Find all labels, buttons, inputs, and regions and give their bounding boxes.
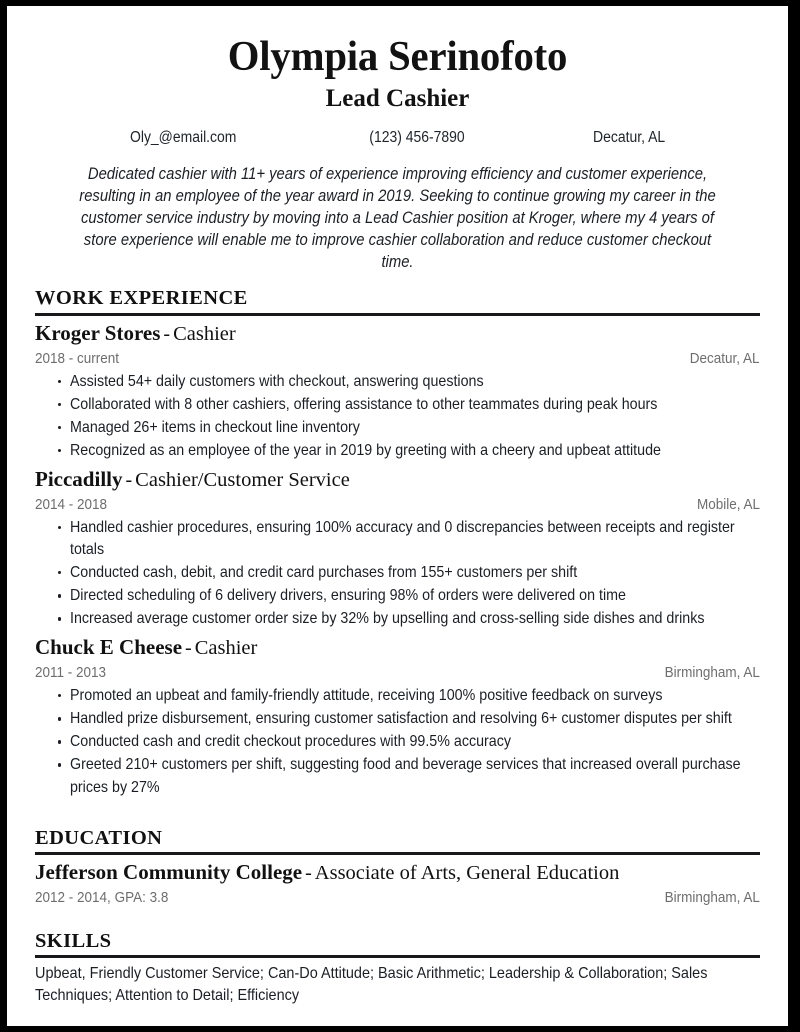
experience-bullet [35, 608, 760, 630]
experience-location: Birmingham, AL [664, 663, 760, 681]
education-location: Birmingham, AL [664, 888, 760, 906]
experience-entry-meta [35, 664, 760, 681]
contact-phone[interactable]: (123) 456-7890 [368, 129, 465, 147]
education-degree: Associate of Arts, General Education [314, 862, 620, 885]
experience-role: Cashier [194, 637, 258, 660]
experience-entry-heading [35, 467, 760, 493]
education-dates-gpa: 2012 - 2014, GPA: 3.8 [35, 888, 169, 906]
experience-entry-heading [35, 321, 760, 347]
bullet-dot-icon [58, 717, 61, 720]
bullet-text: Assisted 54+ daily customers with checkout, answering questions [70, 372, 484, 390]
bullet-dot-icon [58, 617, 61, 620]
bullet-dot-icon [58, 426, 61, 429]
heading-separator: - [305, 862, 312, 885]
section-title-skills: SKILLS [35, 929, 112, 952]
bullet-text: Recognized as an employee of the year in 2019 by greeting with a cheery and upbeat attitude [70, 442, 661, 460]
experience-bullet [35, 371, 760, 393]
contact-email[interactable]: Oly_@email.com [130, 129, 237, 147]
experience-entry [35, 467, 760, 630]
heading-separator: - [125, 469, 133, 492]
education-institution: Jefferson Community College [35, 860, 303, 885]
education-entry [35, 860, 760, 906]
education-entry-heading [35, 860, 760, 886]
bullet-dot-icon [58, 740, 61, 743]
candidate-name: Olympia Serinofoto [227, 34, 568, 80]
section-divider [35, 313, 760, 316]
experience-role: Cashier/Customer Service [135, 469, 350, 492]
experience-bullet [35, 440, 760, 462]
experience-bullet [35, 731, 760, 753]
bullet-text: Managed 26+ items in checkout line inventory [70, 418, 360, 436]
experience-location: Mobile, AL [696, 495, 760, 513]
heading-separator: - [185, 637, 192, 660]
bullet-dot-icon [58, 571, 61, 574]
experience-entry [35, 321, 760, 462]
experience-bullet [35, 517, 760, 561]
section-title-education: EDUCATION [35, 826, 163, 849]
bullet-dot-icon [58, 449, 61, 452]
bullet-text: Handled cashier procedures, ensuring 100% accuracy and 0 discrepancies between receipts and register totals [70, 518, 735, 558]
bullet-text: Conducted cash, debit, and credit card purchases from 155+ customers per shift [70, 564, 578, 581]
professional-summary: Dedicated cashier with 11+ years of experience improving efficiency and customer experience, resulting in an employee of the year award in 2019. Seeking to continue growing my career in the customer service industry by moving into a Lead Cashier position at Kroger, where my 4 years of store experience will enable me to improve cashier collaboration and reduce customer checkout time. [79, 165, 716, 272]
bullet-text: Directed scheduling of 6 delivery drivers, ensuring 98% of orders were delivered on time [70, 587, 626, 605]
resume-page [7, 6, 788, 1026]
contact-location: Decatur, AL [592, 129, 665, 147]
bullet-dot-icon [58, 594, 61, 597]
section-skills [35, 930, 760, 1008]
bullet-dot-icon [58, 403, 61, 406]
experience-bullet [35, 685, 760, 707]
experience-entry-meta [35, 496, 760, 513]
bullet-text: Increased average customer order size by 32% by upselling and cross-selling side dishes and drinks [70, 610, 705, 628]
experience-bullet [35, 562, 760, 584]
section-education [35, 827, 760, 906]
section-divider [35, 852, 760, 855]
bullet-text: Greeted 210+ customers per shift, suggesting food and beverage services that increased overall purchase prices by 27% [70, 756, 741, 796]
experience-bullet [35, 754, 760, 798]
experience-bullet-list [35, 371, 760, 463]
experience-entry-meta [35, 350, 760, 367]
experience-bullet-list [35, 685, 760, 799]
experience-bullet [35, 394, 760, 416]
section-title-work-experience: WORK EXPERIENCE [35, 287, 248, 310]
experience-entry [35, 635, 760, 798]
bullet-text: Collaborated with 8 other cashiers, offering assistance to other teammates during peak hours [70, 395, 658, 413]
experience-organization: Piccadilly [35, 467, 123, 492]
experience-dates: 2018 - current [35, 349, 120, 367]
bullet-text: Conducted cash and credit checkout procedures with 99.5% accuracy [70, 733, 511, 751]
heading-separator: - [163, 323, 171, 346]
experience-organization: Chuck E Cheese [35, 635, 183, 660]
resume-header [35, 36, 760, 147]
resume-content [7, 36, 788, 1008]
experience-organization: Kroger Stores [35, 321, 161, 346]
experience-location: Decatur, AL [690, 349, 760, 367]
contact-row [35, 129, 760, 147]
bullet-dot-icon [58, 526, 61, 529]
experience-bullet [35, 585, 760, 607]
bullet-text: Handled prize disbursement, ensuring customer satisfaction and resolving 6+ customer disputes per shift [70, 710, 732, 728]
experience-bullet-list [35, 517, 760, 631]
bullet-text: Promoted an upbeat and family-friendly attitude, receiving 100% positive feedback on surveys [70, 686, 663, 704]
experience-entry-heading [35, 635, 760, 661]
candidate-headline: Lead Cashier [325, 84, 470, 112]
section-work-experience [35, 287, 760, 798]
bullet-dot-icon [58, 380, 61, 383]
bullet-dot-icon [58, 763, 61, 766]
skills-list: Upbeat, Friendly Customer Service; Can-Do Attitude; Basic Arithmetic; Leadership & Collaboration; Sales Techniques; Attention to Detail; Efficiency [35, 965, 708, 1005]
section-divider [35, 955, 760, 958]
experience-role: Cashier [173, 323, 236, 346]
experience-dates: 2014 - 2018 [35, 495, 108, 513]
bullet-dot-icon [58, 694, 61, 697]
experience-bullet [35, 708, 760, 730]
experience-bullet [35, 417, 760, 439]
education-entry-meta [35, 889, 760, 906]
experience-dates: 2011 - 2013 [35, 663, 107, 681]
